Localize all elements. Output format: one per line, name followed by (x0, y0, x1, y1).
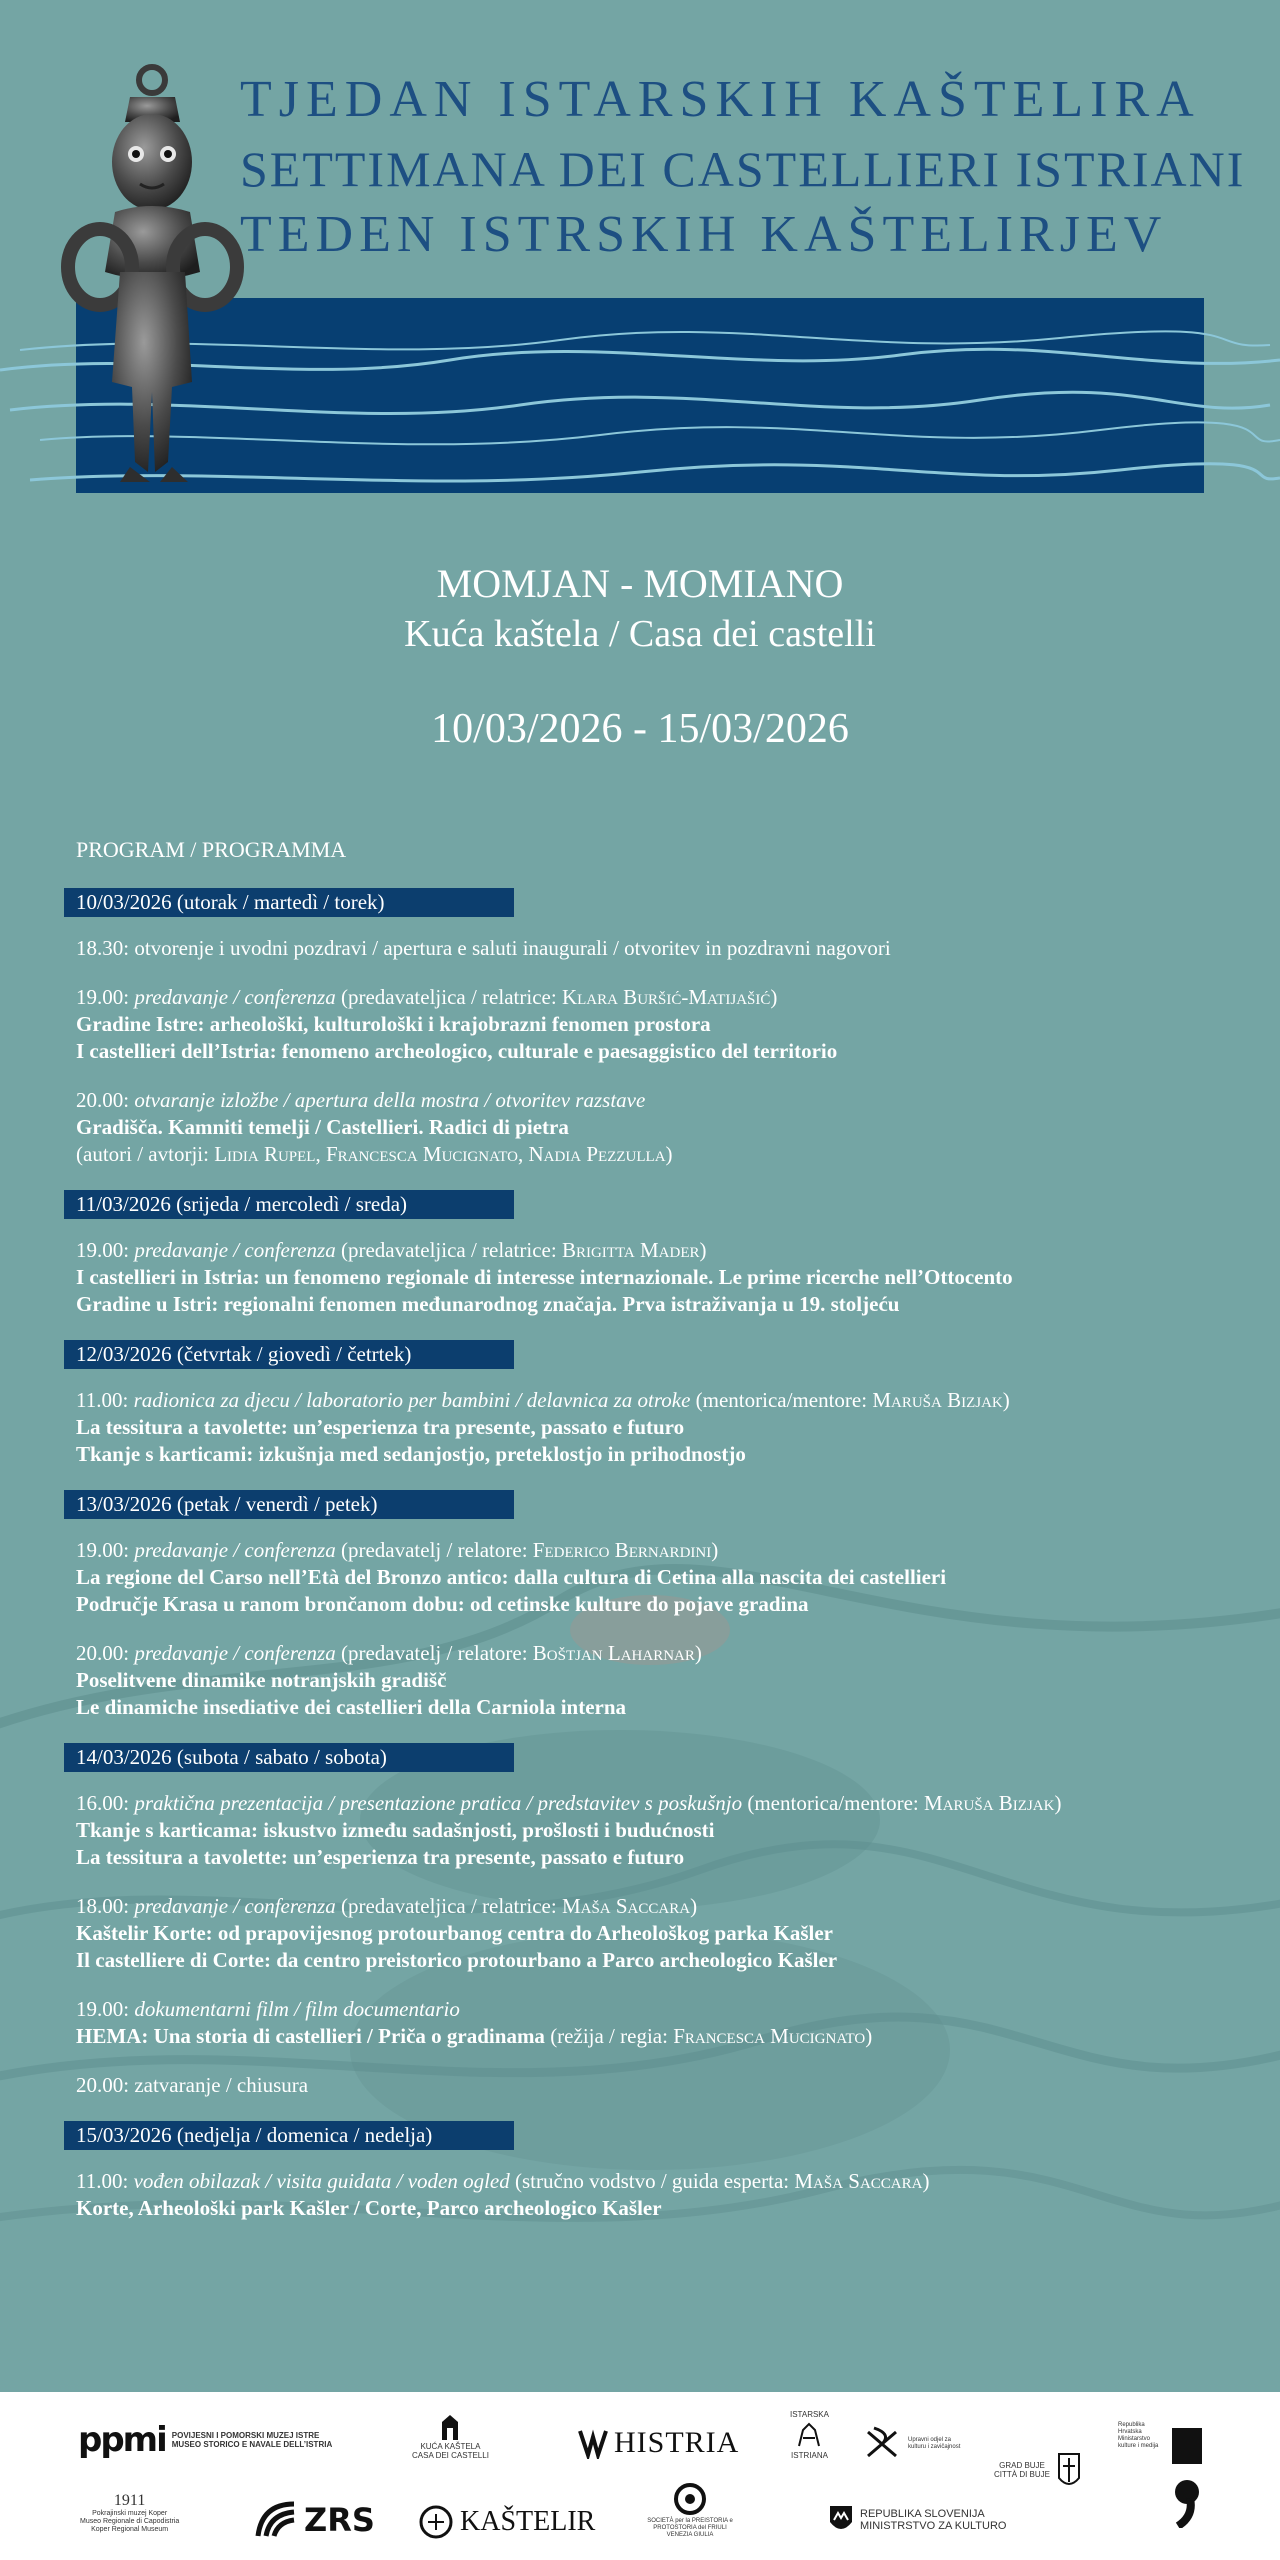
event-title: Le dinamiche insediative dei castellieri della Carniola interna (76, 1695, 627, 1719)
film-credit-prefix: (režija / regia: (544, 2024, 674, 2048)
authors-line (76, 1141, 1236, 1168)
kuca-text-it: CASA DEI CASTELLI (412, 2451, 489, 2460)
event-type: radionica za djecu / laboratorio per bambini / delavnica za otroke (133, 1388, 691, 1412)
day-header: 11/03/2026 (srijeda / mercoledì / sreda) (64, 1190, 514, 1219)
title-italian: SETTIMANA DEI CASTELLIERI ISTRIANI (240, 141, 1246, 197)
event-type: predavanje / conferenza (134, 1538, 336, 1562)
program-list (76, 888, 1236, 2244)
event-type: predavanje / conferenza (134, 1894, 336, 1918)
program-event (76, 2168, 1236, 2222)
event-title: I castellieri dell’Istria: fenomeno archeologico, culturale e paesaggistico del territorio (76, 1039, 838, 1063)
program-event (76, 984, 1236, 1065)
slovenia-crest-icon (828, 2504, 854, 2536)
day-header: 15/03/2026 (nedjelja / domenica / nedelja) (64, 2121, 514, 2150)
event-line (76, 1996, 1236, 2023)
program-event (76, 1087, 1236, 1168)
program-day (76, 888, 1236, 1168)
speaker-prefix: (predavatelj / relatore: (335, 1538, 533, 1562)
event-title: Kaštelir Korte: od prapovijesnog protourbanog centra do Arheološkog parka Kašler (76, 1921, 833, 1945)
speaker-close: ) (1002, 1388, 1010, 1412)
speaker-name: Federico Bernardini (532, 1538, 712, 1562)
event-title: Područje Krasa u ranom brončanom dobu: od cetinske kulture do pojave gradina (76, 1592, 809, 1616)
event-line (76, 935, 1236, 962)
program-event (76, 1790, 1236, 1871)
program-day (76, 1743, 1236, 2099)
event-title: I castellieri in Istria: un fenomeno regionale di interesse internazionale. Le prime ricerche nell’Ottocento (76, 1265, 1013, 1289)
tower-icon (439, 2414, 461, 2440)
ppmi-text-it: MUSEO STORICO E NAVALE DELL’ISTRIA (171, 2440, 333, 2449)
program-event (76, 1387, 1236, 1468)
event-line (76, 1893, 1236, 1920)
event-time: 11.00: (76, 1388, 134, 1412)
speaker-prefix: (predavatelj / relatore: (335, 1641, 533, 1665)
event-line (76, 1387, 1236, 1414)
date-range: 10/03/2026 - 15/03/2026 (431, 706, 849, 752)
speaker-prefix: (mentorica/mentore: (742, 1791, 925, 1815)
zrs-mark-icon (254, 2500, 298, 2540)
koper-museum-logo (80, 2492, 179, 2534)
event-time: 20.00: (76, 1641, 135, 1665)
event-type: predavanje / conferenza (134, 985, 336, 1009)
rs-text-2: MINISTRSTVO ZA KULTURO (860, 2520, 1007, 2532)
zrs-text: ZRS (304, 2501, 375, 2539)
ppmi-logo (78, 2420, 332, 2460)
koper-text-en: Koper Regional Museum (91, 2526, 169, 2533)
rs-text-1: REPUBLIKA SLOVENIJA (860, 2508, 985, 2520)
day-header: 10/03/2026 (utorak / martedì / torek) (64, 888, 514, 917)
event-title: Gradine u Istri: regionalni fenomen međunarodnog značaja. Prva istraživanja u 19. stoljeću (76, 1292, 900, 1316)
event-line (76, 1790, 1236, 1817)
speaker-close: ) (770, 985, 778, 1009)
title-slovenian: TEDEN ISTRSKIH KAŠTELIRJEV (240, 206, 1168, 263)
event-line (76, 1537, 1236, 1564)
kastelir-circle-icon (418, 2504, 454, 2540)
event-time: 19.00: (76, 1997, 135, 2021)
speaker-name: Maruša Bizjak (924, 1791, 1055, 1815)
koper-text-it: Museo Regionale di Capodistria (80, 2518, 180, 2525)
event-line (76, 1087, 1236, 1114)
film-title: HEMA: Una storia di castellieri / Priča o gradinama (76, 2024, 545, 2048)
event-title: La regione del Carso nell’Età del Bronzo antico: dalla cultura di Cetina alla nascita dei castellieri (76, 1565, 947, 1589)
ppmi-logo-text: ppmi (78, 2420, 166, 2460)
program-day (76, 1490, 1236, 1721)
speaker-close: ) (694, 1641, 702, 1665)
kuca-text-hr: KUĆA KAŠTELA (420, 2442, 481, 2451)
upravni-odjel-logo (862, 2424, 970, 2464)
event-line (76, 2023, 1236, 2050)
ministry-mark-icon (1172, 2428, 1202, 2528)
goat-icon (578, 2427, 608, 2459)
koper-text-sl: Pokrajinski muzej Koper (92, 2510, 168, 2517)
program-event (76, 1537, 1236, 1618)
buje-crest-icon (1056, 2448, 1082, 2492)
zrs-logo (254, 2500, 375, 2540)
speaker-prefix: (stručno vodstvo / guida esperta: (509, 2169, 795, 2193)
event-time: 18.00: (76, 1894, 135, 1918)
event-title: Korte, Arheološki park Kašler / Corte, Parco archeologico Kašler (76, 2196, 662, 2220)
authors-close: ) (665, 1142, 673, 1166)
knot-icon (862, 2424, 902, 2464)
film-director: Francesca Mucignato (673, 2024, 866, 2048)
speaker-name: Maša Saccara (794, 2169, 923, 2193)
venue-title: Kuća kaštela / Casa dei castelli (404, 613, 876, 655)
event-line (76, 2168, 1236, 2195)
event-title: Poselitvene dinamike notranjskih gradišč (76, 1668, 447, 1692)
title-croatian: TJEDAN ISTARSKIH KAŠTELIRA (240, 71, 1201, 128)
speaker-name: Klara Buršić-Matijašić (561, 985, 771, 1009)
event-title: Tkanje s karticami: izkušnja med sedanjostjo, preteklostjo in prihodnostjo (76, 1442, 746, 1466)
speaker-close: ) (1054, 1791, 1062, 1815)
authors-prefix: (autori / avtorji: (76, 1142, 215, 1166)
program-event (76, 1237, 1236, 1318)
program-day (76, 1340, 1236, 1468)
program-event (76, 1893, 1236, 1974)
sponsor-logos-footer (0, 2392, 1280, 2560)
istarska-zupanija-logo (790, 2410, 829, 2460)
location-title: MOMJAN - MOMIANO (436, 561, 844, 606)
histria-text: HISTRIA (614, 2426, 740, 2459)
event-type: predavanje / conferenza (134, 1238, 336, 1262)
hr-ministry-text: Republika Hrvatska Ministarstvo kulture i medija (1118, 2422, 1159, 2449)
program-day (76, 2121, 1236, 2222)
grad-buje-logo (994, 2448, 1082, 2492)
societa-text: SOCIETÀ per la PREISTORIA e PROTOSTORIA del FRIULI VENEZIA GIULIA (647, 2518, 733, 2538)
upravni-text: Upravni odjel za kulturu i zavičajnost (908, 2437, 961, 2450)
program-event (76, 1640, 1236, 1721)
speaker-close: ) (711, 1538, 719, 1562)
event-line (76, 984, 1236, 1011)
event-time: 20.00: (76, 1088, 135, 1112)
event-text: 18.30: otvorenje i uvodni pozdravi / apertura e saluti inaugurali / otvoritev in pozdravni nagovori (76, 936, 891, 960)
event-time: 16.00: (76, 1791, 135, 1815)
hr-ministry-logo (1118, 2422, 1162, 2450)
societa-logo (640, 2482, 740, 2539)
event-title: Gradišča. Kamniti temelji / Castellieri. Radici di pietra (76, 1115, 569, 1139)
event-type: predavanje / conferenza (134, 1641, 336, 1665)
ppmi-text-hr: POVIJESNI I POMORSKI MUZEJ ISTRE (171, 2431, 320, 2440)
koper-year: 1911 (113, 2492, 146, 2509)
speaker-close: ) (690, 1894, 698, 1918)
istarska-text: ISTARSKA (790, 2410, 829, 2419)
event-text: 20.00: zatvaranje / chiusura (76, 2073, 309, 2097)
speaker-close: ) (922, 2169, 930, 2193)
event-title: La tessitura a tavolette: un’esperienza tra presente, passato e futuro (76, 1845, 685, 1869)
event-line (76, 2072, 1236, 2099)
speaker-close: ) (699, 1238, 707, 1262)
bronze-figurine-image (60, 62, 245, 487)
speaker-name: Maruša Bizjak (872, 1388, 1003, 1412)
day-header: 12/03/2026 (četvrtak / giovedì / četrtek) (64, 1340, 514, 1369)
authors-names: Lidia Rupel, Francesca Mucignato, Nadia Pezzulla (214, 1142, 666, 1166)
event-type: otvaranje izložbe / apertura della mostra / otvoritev razstave (134, 1088, 646, 1112)
event-title: Tkanje s karticama: iskustvo između sadašnjosti, prošlosti i budućnosti (76, 1818, 715, 1842)
event-line (76, 1640, 1236, 1667)
buje-text-hr: GRAD BUJE (999, 2461, 1045, 2470)
rs-ministry-logo (828, 2504, 1006, 2536)
speaker-prefix: (predavateljica / relatrice: (335, 985, 562, 1009)
histria-logo (578, 2426, 739, 2460)
event-title: La tessitura a tavolette: un’esperienza tra presente, passato e futuro (76, 1415, 685, 1439)
istriana-text: ISTRIANA (791, 2451, 828, 2460)
program-event (76, 1996, 1236, 2050)
speaker-name: Maša Saccara (561, 1894, 691, 1918)
program-event (76, 2072, 1236, 2099)
buje-text-it: CITTÀ DI BUJE (994, 2470, 1051, 2479)
program-day (76, 1190, 1236, 1318)
event-type: praktična prezentacija / presentazione pratica / predstavitev s poskušnjo (134, 1791, 743, 1815)
speaker-name: Brigitta Mader (561, 1238, 700, 1262)
hr-ministry-mark (1172, 2428, 1202, 2528)
event-type: dokumentarni film / film documentario (134, 1997, 460, 2021)
event-title: Il castelliere di Corte: da centro preistorico protourbano a Parco archeologico Kašler (76, 1948, 838, 1972)
program-event (76, 935, 1236, 962)
event-time: 19.00: (76, 1238, 135, 1262)
event-time: 11.00: (76, 2169, 134, 2193)
event-type: vođen obilazak / visita guidata / voden ogled (133, 2169, 510, 2193)
kuca-kastela-logo (412, 2414, 489, 2460)
kastelir-text: KAŠTELIR (460, 2506, 596, 2537)
kastelir-logo (418, 2504, 595, 2540)
event-time: 19.00: (76, 1538, 135, 1562)
day-header: 13/03/2026 (petak / venerdì / petek) (64, 1490, 514, 1519)
event-title: Gradine Istre: arheološki, kulturološki i krajobrazni fenomen prostora (76, 1012, 711, 1036)
event-line (76, 1237, 1236, 1264)
day-header: 14/03/2026 (subota / sabato / sobota) (64, 1743, 514, 1772)
goat-crest-icon (795, 2420, 823, 2450)
speaker-prefix: (mentorica/mentore: (690, 1388, 873, 1412)
societa-emblem-icon (673, 2482, 707, 2516)
speaker-prefix: (predavateljica / relatrice: (335, 1894, 562, 1918)
program-heading: PROGRAM / PROGRAMMA (76, 837, 347, 862)
film-credit-close: ) (865, 2024, 873, 2048)
speaker-name: Boštjan Laharnar (532, 1641, 695, 1665)
event-time: 19.00: (76, 985, 135, 1009)
speaker-prefix: (predavateljica / relatrice: (335, 1238, 562, 1262)
